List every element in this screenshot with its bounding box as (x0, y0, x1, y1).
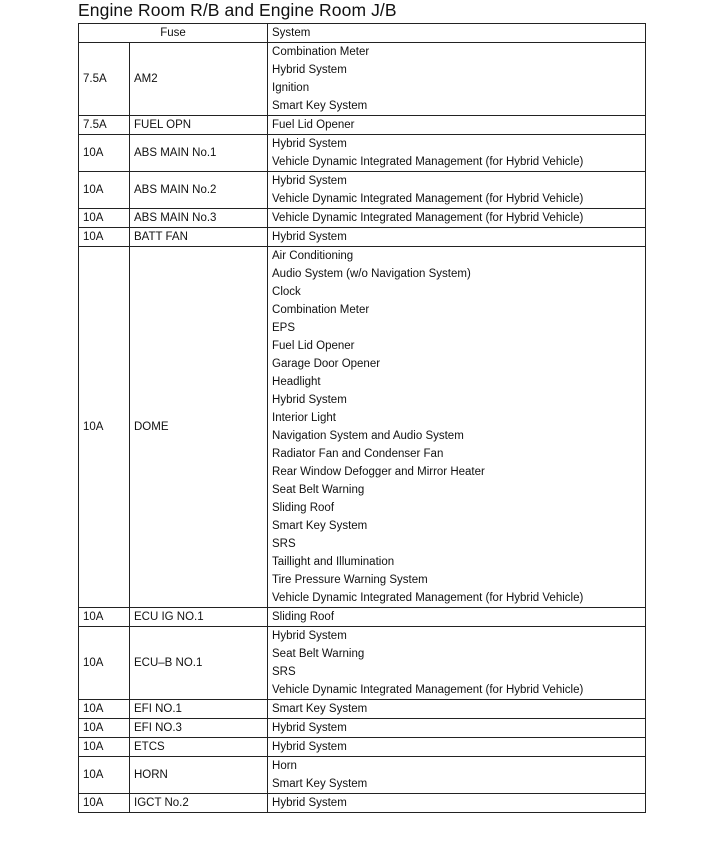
system-item: Smart Key System (272, 778, 368, 790)
fuse-name: BATT FAN (130, 228, 268, 247)
fuse-name: ABS MAIN No.3 (130, 209, 268, 228)
system-item: Hybrid System (272, 722, 347, 734)
system-item: Taillight and Illumination (272, 556, 395, 568)
system-item: Vehicle Dynamic Integrated Management (for Hybrid Vehicle) (272, 156, 584, 168)
system-item: Hybrid System (272, 138, 347, 150)
system-item: Hybrid System (272, 175, 347, 187)
fuse-name: AM2 (130, 43, 268, 116)
fuse-name: HORN (130, 757, 268, 794)
fuse-name: ABS MAIN No.2 (130, 172, 268, 209)
system-list (268, 719, 646, 738)
fuse-amperage: 10A (79, 627, 130, 700)
system-item: Hybrid System (272, 741, 347, 753)
fuse-amperage: 10A (79, 794, 130, 813)
system-item: Sliding Roof (272, 611, 335, 623)
system-item: Hybrid System (272, 394, 347, 406)
fuse-amperage: 10A (79, 738, 130, 757)
fuse-table-body (79, 43, 646, 813)
table-row (79, 228, 646, 247)
fuse-name: ABS MAIN No.1 (130, 135, 268, 172)
table-row (79, 135, 646, 172)
page-title: Engine Room R/B and Engine Room J/B (78, 0, 397, 20)
fuse-amperage: 7.5A (79, 116, 130, 135)
system-item: Garage Door Opener (272, 358, 381, 370)
system-item: Smart Key System (272, 520, 368, 532)
system-item: Seat Belt Warning (272, 648, 365, 660)
system-item: Air Conditioning (272, 250, 354, 262)
system-item: Audio System (w/o Navigation System) (272, 268, 471, 280)
system-item: Rear Window Defogger and Mirror Heater (272, 466, 485, 478)
system-list (268, 794, 646, 813)
table-row (79, 627, 646, 700)
system-item: Sliding Roof (272, 502, 335, 514)
fuse-name: IGCT No.2 (130, 794, 268, 813)
fuse-name: ECU IG NO.1 (130, 608, 268, 627)
system-list (268, 228, 646, 247)
system-item: Vehicle Dynamic Integrated Management (for Hybrid Vehicle) (272, 684, 584, 696)
system-item: Horn (272, 760, 297, 772)
system-item: Clock (272, 286, 301, 298)
fuse-amperage: 7.5A (79, 43, 130, 116)
system-item: Tire Pressure Warning System (272, 574, 428, 586)
system-column-header: System (268, 24, 646, 43)
system-item: Hybrid System (272, 630, 347, 642)
system-list (268, 247, 646, 608)
fuse-amperage: 10A (79, 608, 130, 627)
fuse-amperage: 10A (79, 172, 130, 209)
system-item: Interior Light (272, 412, 336, 424)
fuse-amperage: 10A (79, 757, 130, 794)
system-list (268, 757, 646, 794)
table-row (79, 247, 646, 608)
system-list (268, 116, 646, 135)
fuse-name: ETCS (130, 738, 268, 757)
system-item: Smart Key System (272, 100, 368, 112)
system-item: Hybrid System (272, 797, 347, 809)
table-header-row (79, 24, 646, 43)
system-item: Vehicle Dynamic Integrated Management (for Hybrid Vehicle) (272, 212, 584, 224)
system-list (268, 627, 646, 700)
system-item: Fuel Lid Opener (272, 119, 355, 131)
system-item: Fuel Lid Opener (272, 340, 355, 352)
table-row (79, 738, 646, 757)
system-item: Combination Meter (272, 304, 370, 316)
system-item: EPS (272, 322, 296, 334)
system-list (268, 172, 646, 209)
fuse-name: ECU–B NO.1 (130, 627, 268, 700)
system-item: Ignition (272, 82, 310, 94)
system-item: Vehicle Dynamic Integrated Management (for Hybrid Vehicle) (272, 592, 584, 604)
table-row (79, 43, 646, 116)
fuse-amperage: 10A (79, 719, 130, 738)
table-row (79, 794, 646, 813)
table-row (79, 757, 646, 794)
system-item: Navigation System and Audio System (272, 430, 464, 442)
fuse-name: EFI NO.3 (130, 719, 268, 738)
system-list (268, 135, 646, 172)
fuse-name: EFI NO.1 (130, 700, 268, 719)
table-row (79, 116, 646, 135)
system-item: Combination Meter (272, 46, 370, 58)
fuse-table (78, 23, 646, 813)
fuse-amperage: 10A (79, 228, 130, 247)
fuse-name: FUEL OPN (130, 116, 268, 135)
system-item: Headlight (272, 376, 321, 388)
system-list (268, 608, 646, 627)
fuse-name: DOME (130, 247, 268, 608)
table-row (79, 608, 646, 627)
system-list (268, 209, 646, 228)
table-row (79, 719, 646, 738)
system-list (268, 43, 646, 116)
fuse-amperage: 10A (79, 247, 130, 608)
system-item: Hybrid System (272, 64, 347, 76)
system-item: SRS (272, 538, 296, 550)
system-list (268, 738, 646, 757)
system-item: Hybrid System (272, 231, 347, 243)
system-item: Radiator Fan and Condenser Fan (272, 448, 444, 460)
system-item: Smart Key System (272, 703, 368, 715)
system-list (268, 700, 646, 719)
table-row (79, 700, 646, 719)
table-row (79, 209, 646, 228)
fuse-amperage: 10A (79, 700, 130, 719)
system-item: Seat Belt Warning (272, 484, 365, 496)
system-item: SRS (272, 666, 296, 678)
fuse-amperage: 10A (79, 135, 130, 172)
fuse-column-header: Fuse (79, 24, 268, 43)
system-item: Vehicle Dynamic Integrated Management (for Hybrid Vehicle) (272, 193, 584, 205)
table-row (79, 172, 646, 209)
fuse-amperage: 10A (79, 209, 130, 228)
